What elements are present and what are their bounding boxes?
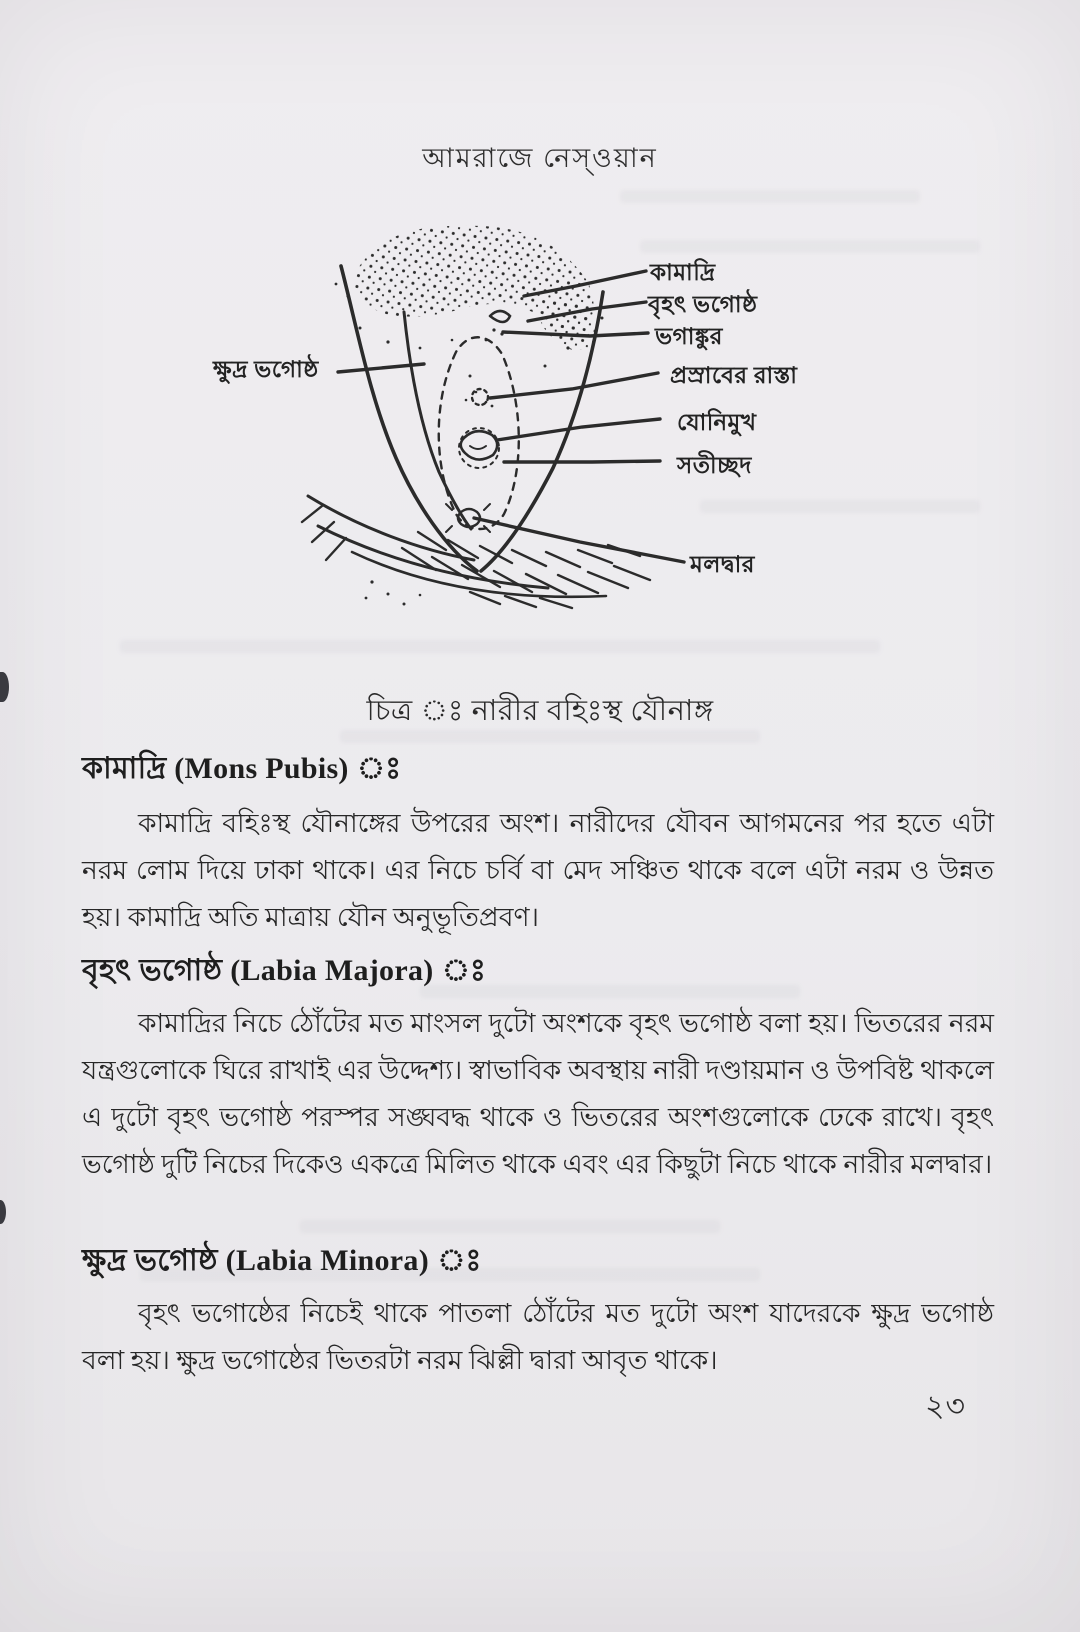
figure-label-urethra: প্রস্রাবের রাস্তা [670, 363, 798, 388]
print-bleed-artifact [340, 730, 760, 743]
figure-label-labia-majora: বৃহৎ ভগোষ্ঠ [648, 292, 758, 317]
print-bleed-artifact [120, 640, 880, 653]
section-heading-labia-majora: বৃহৎ ভগোষ্ঠ (Labia Majora) ঃ [82, 954, 487, 987]
section-heading-labia-minora: ক্ষুদ্র ভগোষ্ঠ (Labia Minora) ঃ [82, 1244, 482, 1277]
figure-label-vaginal-opening: যোনিমুখ [677, 410, 757, 435]
figure-label-anus: মলদ্বার [690, 552, 755, 577]
page-number: ২৩ [925, 1390, 967, 1423]
section-heading-mons-pubis: কামাদ্রি (Mons Pubis) ঃ [82, 752, 402, 785]
anatomy-diagram-sketch [0, 200, 1080, 670]
print-bleed-artifact [640, 240, 980, 253]
print-bleed-artifact [620, 190, 920, 203]
scan-edge-mark [0, 1200, 6, 1224]
figure-label-clitoris: ভগাঙ্কুর [655, 324, 723, 349]
print-bleed-artifact [140, 1268, 760, 1281]
figure-caption: চিত্র ঃ নারীর বহিঃস্থ যৌনাঙ্গ [366, 695, 714, 727]
book-header-title: আমরাজে নেস্‌ওয়ান [422, 143, 658, 173]
figure-label-labia-minora: ক্ষুদ্র ভগোষ্ঠ [213, 357, 319, 382]
figure-label-hymen: সতীচ্ছদ [677, 453, 752, 478]
print-bleed-artifact [420, 985, 800, 998]
section-body-labia-minora: বৃহৎ ভগোষ্ঠের নিচেই থাকে পাতলা ঠোঁটের মত দুটো অংশ যাদেরকে ক্ষুদ্র ভগোষ্ঠ বলা হয়। ক্ষুদ্র ভগোষ্ঠের ভিতরটা নরম ঝিল্লী দ্বারা আবৃত থাকে। [82, 1298, 994, 1375]
section-body-mons-pubis: কামাদ্রি বহিঃস্থ যৌনাঙ্গের উপরের অংশ। নারীদের যৌবন আগমনের পর হতে এটা নরম লোম দিয়ে ঢাকা থাকে। এর নিচে চর্বি বা মেদ সঞ্চিত থাকে বলে এটা নরম ও উন্নত হয়। কামাদ্রি অতি মাত্রায় যৌন অনুভূতিপ্রবণ। [82, 808, 994, 932]
print-bleed-artifact [700, 500, 980, 513]
section-body-labia-majora: কামাদ্রির নিচে ঠোঁটের মত মাংসল দুটো অংশকে বৃহৎ ভগোষ্ঠ বলা হয়। ভিতরের নরম যন্ত্রগুলোকে ঘিরে রাখাই এর উদ্দেশ্য। স্বাভাবিক অবস্থায় নারী দণ্ডায়মান ও উপবিষ্ট থাকলে এ দুটো বৃহৎ ভগোষ্ঠ পরস্পর সঙ্ঘবদ্ধ থাকে ও ভিতরের অংশগুলোকে ঢেকে রাখে। বৃহৎ ভগোষ্ঠ দুটি নিচের দিকেও একত্রে মিলিত থাকে এবং এর কিছুটা নিচে থাকে নারীর মলদ্বার। [82, 1008, 994, 1179]
print-bleed-artifact [300, 1220, 720, 1233]
figure-label-mons-pubis: কামাদ্রি [650, 260, 716, 285]
